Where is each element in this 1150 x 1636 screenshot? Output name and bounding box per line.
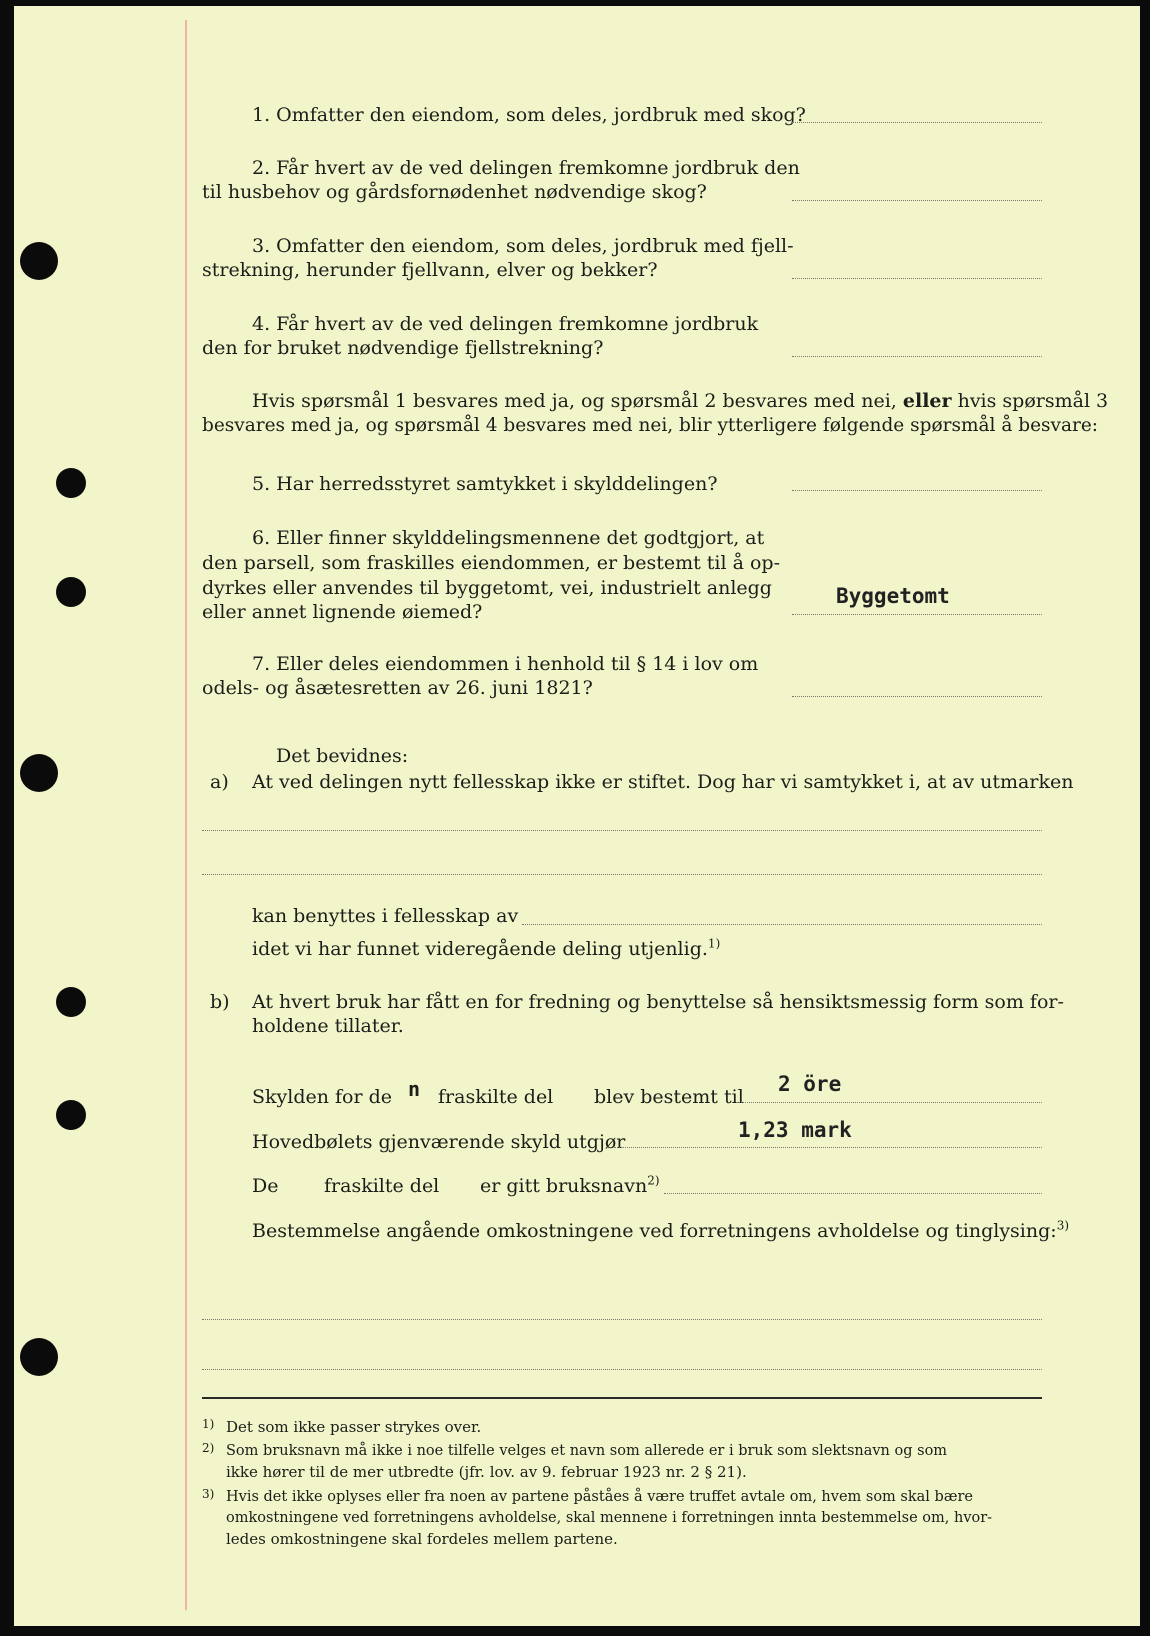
instruction-eller: eller — [902, 390, 952, 412]
name-label-1: De — [252, 1175, 279, 1197]
footnote-2-line-2: ikke hører til de mer utbredte (jfr. lov. av 9. februar 1923 nr. 2 § 21). — [226, 1463, 747, 1481]
instruction-line-2: besvares med ja, og spørsmål 4 besvares med nei, blir ytterligere følgende spørsmål å besvare: — [202, 415, 1099, 436]
binder-hole-4 — [20, 754, 58, 792]
document-page — [14, 6, 1140, 1626]
reason-text-body: idet vi har funnet videregående deling utjenlig. — [252, 938, 708, 960]
footnote-1-mark: 1) — [202, 1417, 215, 1431]
answer-line-5[interactable] — [792, 490, 1042, 491]
findings-heading: Det bevidnes: — [276, 745, 409, 767]
question-6-line-4: eller annet lignende øiemed? — [202, 601, 483, 623]
binder-hole-3 — [56, 577, 86, 607]
share-label-2: fraskilte del — [438, 1086, 554, 1108]
binder-hole-6 — [56, 1100, 86, 1130]
answer-line-7[interactable] — [792, 696, 1042, 697]
costs-label-text: Bestemmelse angående omkostningene ved forretningens avholdelse og tinglysing: — [252, 1220, 1057, 1242]
question-6-line-2: den parsell, som fraskilles eiendommen, er bestemt til å op- — [202, 552, 781, 574]
answer-line-6[interactable] — [792, 614, 1042, 615]
footnote-3-line-1: Hvis det ikke oplyses eller fra noen av partene påståes å være truffet avtale om, hvem som skal bære — [226, 1489, 973, 1505]
answer-line-4[interactable] — [792, 356, 1042, 357]
instruction-line-1-a: Hvis spørsmål 1 besvares med ja, og spørsmål 2 besvares med nei, — [252, 390, 897, 412]
remaining-value-line[interactable] — [614, 1147, 1042, 1148]
binder-hole-7 — [20, 1338, 58, 1376]
answer-line-1[interactable] — [792, 122, 1042, 123]
findings-a-text: At ved delingen nytt fellesskap ikke er stiftet. Dog har vi samtykket i, at av utmarken — [252, 771, 1074, 793]
reason-footnote-ref: 1) — [707, 936, 721, 951]
question-4-line-2: den for bruket nødvendige fjellstrekning? — [202, 337, 604, 359]
costs-line-2[interactable] — [202, 1369, 1042, 1370]
instruction-line-1-b: hvis spørsmål 3 — [957, 390, 1109, 412]
footnote-2-mark: 2) — [202, 1441, 215, 1455]
findings-a-line-1[interactable] — [202, 830, 1042, 831]
footnote-3-line-3: ledes omkostningene skal fordeles mellem partene. — [226, 1530, 618, 1548]
findings-b-text-2: holdene tillater. — [252, 1015, 404, 1037]
margin-line — [185, 20, 187, 1610]
share-value: 2 öre — [778, 1072, 842, 1096]
footnote-2-line-1: Som bruksnavn må ikke i noe tilfelle velges et navn som allerede er i bruk som slektsnavn og som — [226, 1443, 948, 1459]
reason-text — [252, 937, 720, 961]
binder-hole-1 — [20, 242, 58, 280]
question-7-line-1: 7. Eller deles eiendommen i henhold til § 14 i lov om — [252, 653, 759, 675]
question-5-line-1: 5. Har herredsstyret samtykket i skylddelingen? — [252, 473, 718, 495]
question-4-line-1: 4. Får hvert av de ved delingen fremkomne jordbruk — [252, 313, 759, 335]
name-label-2: fraskilte del — [324, 1175, 440, 1197]
name-label-3 — [480, 1174, 660, 1198]
findings-b-text-1: At hvert bruk har fått en for fredning og benyttelse så hensiktsmessig form som for- — [252, 991, 1064, 1013]
instruction-line-1 — [252, 389, 1108, 413]
footnote-1-line-1: Det som ikke passer strykes over. — [226, 1418, 482, 1436]
share-label-1: Skylden for de — [252, 1086, 393, 1108]
footnote-rule — [202, 1397, 1042, 1399]
footnote-3-line-2: omkostningene ved forretningens avholdelse, skal mennene i forretningen innta bestemmelse om, hvor- — [226, 1510, 993, 1526]
question-2-line-1: 2. Får hvert av de ved delingen fremkomne jordbruk den — [252, 157, 800, 179]
findings-b-label: b) — [210, 991, 230, 1013]
costs-line-1[interactable] — [202, 1319, 1042, 1320]
binder-hole-5 — [56, 987, 86, 1017]
name-label-3-text: er gitt bruksnavn — [480, 1175, 648, 1197]
question-2-line-2: til husbehov og gårdsfornødenhet nødvendige skog? — [202, 181, 707, 203]
findings-a-line-2[interactable] — [202, 874, 1042, 875]
shared-use-text: kan benyttes i fellesskap av — [252, 905, 519, 927]
question-3-line-2: strekning, herunder fjellvann, elver og bekker? — [202, 259, 658, 281]
remaining-label: Hovedbølets gjenværende skyld utgjør — [252, 1131, 626, 1153]
question-6-line-3: dyrkes eller anvendes til byggetomt, vei, industrielt anlegg — [202, 577, 772, 599]
question-7-line-2: odels- og åsætesretten av 26. juni 1821? — [202, 677, 593, 699]
answer-6-typed: Byggetomt — [836, 584, 950, 608]
footnote-3-mark: 3) — [202, 1487, 215, 1501]
answer-line-3[interactable] — [792, 278, 1042, 279]
share-value-line[interactable] — [736, 1102, 1042, 1103]
name-footnote-ref: 2) — [647, 1173, 660, 1188]
binder-hole-2 — [56, 468, 86, 498]
costs-label — [252, 1219, 1069, 1243]
question-1-line-1: 1. Omfatter den eiendom, som deles, jordbruk med skog? — [252, 104, 806, 126]
costs-footnote-ref: 3) — [1056, 1218, 1070, 1233]
question-3-line-1: 3. Omfatter den eiendom, som deles, jordbruk med fjell- — [252, 235, 794, 257]
answer-line-2[interactable] — [792, 200, 1042, 201]
share-handwritten: n — [408, 1077, 421, 1101]
question-6-line-1: 6. Eller finner skylddelingsmennene det godtgjort, at — [252, 527, 765, 549]
share-label-3: blev bestemt til — [594, 1086, 744, 1108]
shared-use-line[interactable] — [522, 924, 1042, 925]
findings-a-label: a) — [210, 771, 229, 793]
remaining-value: 1,23 mark — [738, 1118, 852, 1142]
name-value-line[interactable] — [664, 1193, 1042, 1194]
